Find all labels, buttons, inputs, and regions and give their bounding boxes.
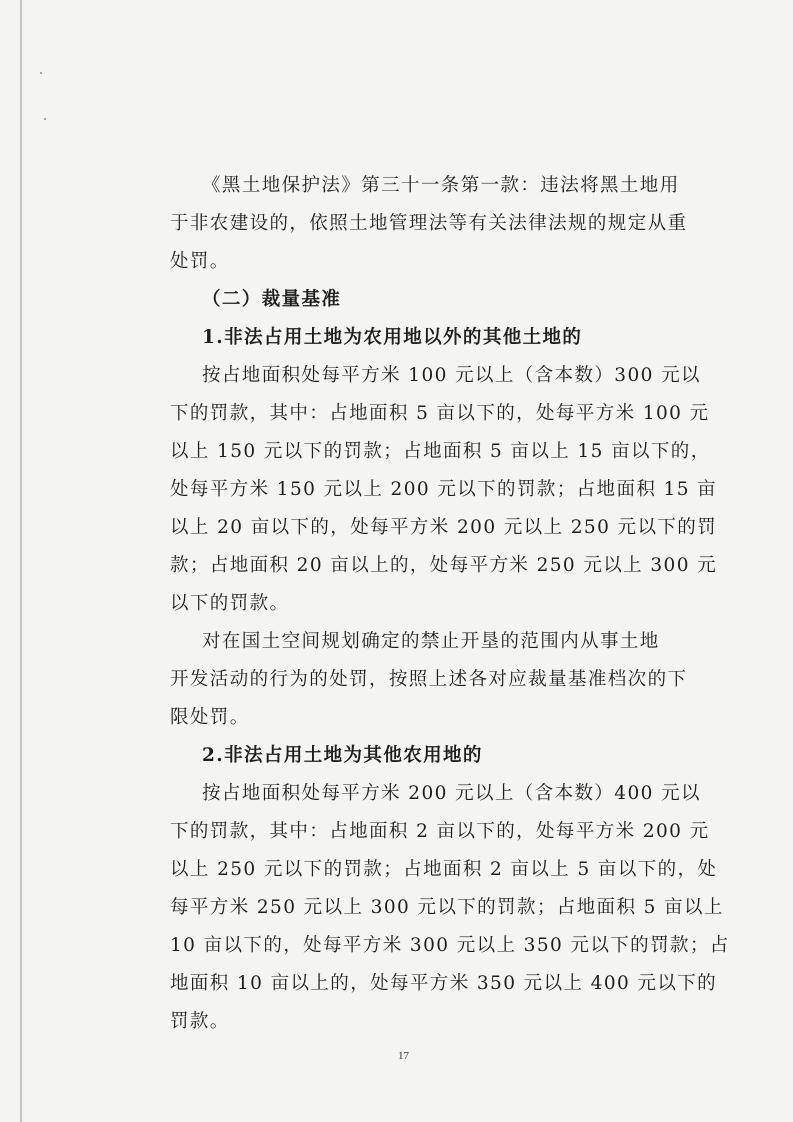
text-line: 以上 20 亩以下的，处每平方米 200 元以上 250 元以下的罚	[170, 517, 718, 538]
section-heading: （二）裁量基准	[202, 289, 342, 310]
text-line: 于非农建设的，依照土地管理法等有关法律法规的规定从重	[170, 213, 688, 234]
text-line: 10 亩以下的，处每平方米 300 元以上 350 元以下的罚款；占	[170, 935, 730, 956]
text-line: 处罚。	[170, 251, 230, 272]
scan-speck	[44, 118, 46, 120]
scan-speck	[40, 72, 42, 74]
text-line: 开发活动的行为的处罚，按照上述各对应裁量基准档次的下	[170, 669, 688, 690]
subsection-heading: 2.非法占用土地为其他农用地的	[202, 745, 483, 766]
page-number: 17	[398, 1050, 409, 1062]
text-line: 下的罚款，其中：占地面积 2 亩以下的，处每平方米 200 元	[170, 821, 710, 842]
text-line: 每平方米 250 元以上 300 元以下的罚款；占地面积 5 亩以上	[170, 897, 724, 918]
text-line: 按占地面积处每平方米 100 元以上（含本数）300 元以	[202, 365, 701, 386]
subsection-heading: 1.非法占用土地为农用地以外的其他土地的	[202, 327, 583, 348]
text-line: 限处罚。	[170, 707, 250, 728]
text-line: 以上 250 元以下的罚款；占地面积 2 亩以上 5 亩以下的，处	[170, 859, 718, 880]
text-line: 下的罚款，其中：占地面积 5 亩以下的，处每平方米 100 元	[170, 403, 710, 424]
scan-edge-line	[20, 0, 22, 1122]
text-line: 对在国土空间规划确定的禁止开垦的范围内从事土地	[202, 631, 660, 652]
text-line: 按占地面积处每平方米 200 元以上（含本数）400 元以	[202, 783, 701, 804]
text-line: 以下的罚款。	[170, 593, 290, 614]
text-line: 款；占地面积 20 亩以上的，处每平方米 250 元以上 300 元	[170, 555, 718, 576]
text-line: 处每平方米 150 元以上 200 元以下的罚款；占地面积 15 亩	[170, 479, 718, 500]
text-line: 以上 150 元以下的罚款；占地面积 5 亩以上 15 亩以下的，	[170, 441, 711, 462]
text-line: 罚款。	[170, 1011, 230, 1032]
text-line: 地面积 10 亩以上的，处每平方米 350 元以上 400 元以下的	[170, 973, 718, 994]
text-line: 《黑土地保护法》第三十一条第一款：违法将黑土地用	[202, 175, 680, 196]
